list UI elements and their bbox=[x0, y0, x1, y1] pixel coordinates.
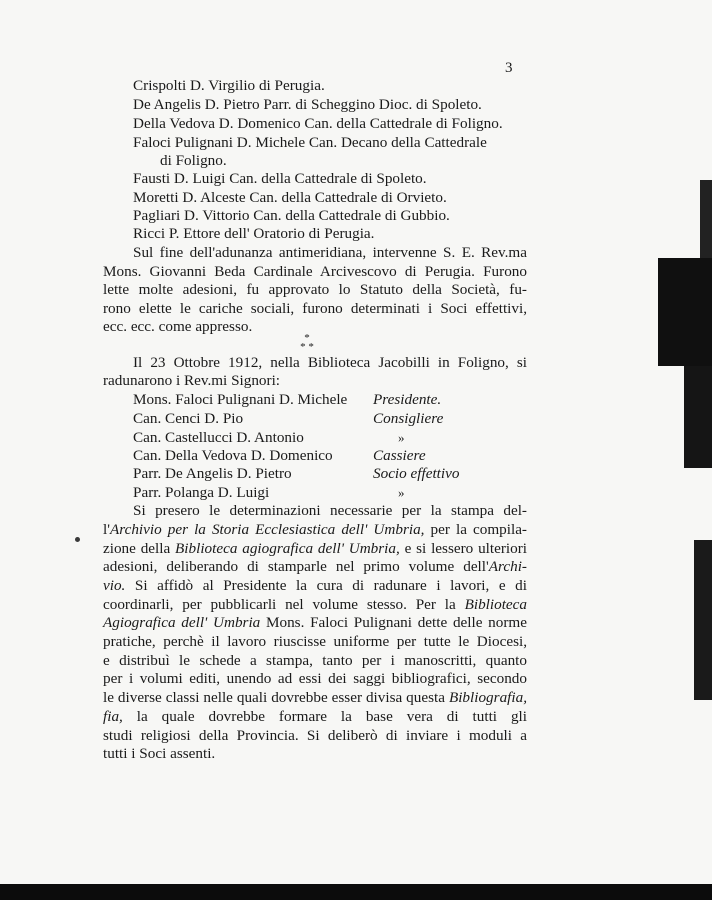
journal-title: Archi- bbox=[488, 558, 527, 575]
paragraph-line bbox=[103, 577, 527, 595]
text-run: coordinarli, per pubblicarli nel volume stesso. Per la bbox=[103, 596, 465, 613]
paragraph-line: e distribuì le schede a stampa, tanto per i manoscritti, quanto bbox=[103, 652, 527, 669]
attendee-role: » bbox=[398, 485, 405, 500]
attendee-role: Cassiere bbox=[373, 447, 426, 464]
attendee-name: Parr. Polanga D. Luigi bbox=[133, 484, 270, 501]
paragraph-line: Mons. Giovanni Beda Cardinale Arcivescovo di Perugia. Furono bbox=[103, 263, 527, 280]
member-line: Faloci Pulignani D. Michele Can. Decano della Cattedrale bbox=[133, 134, 487, 151]
text-run: zione della bbox=[103, 540, 176, 557]
paragraph-line: Si presero le determinazioni necessarie per la stampa del- bbox=[133, 502, 527, 519]
paragraph-line: Sul fine dell'adunanza antimeridiana, intervenne S. E. Rev.ma bbox=[133, 244, 527, 261]
paragraph-line: radunarono i Rev.mi Signori: bbox=[103, 372, 281, 389]
member-line: Pagliari D. Vittorio Can. della Cattedrale di Gubbio. bbox=[133, 207, 450, 224]
work-title: Agiografica dell' Umbria bbox=[103, 614, 261, 631]
margin-dot bbox=[75, 537, 80, 542]
text-run: Si affidò al Presidente la cura di radunare i lavori, e di bbox=[125, 577, 527, 594]
member-line: Moretti D. Alceste Can. della Cattedrale di Orvieto. bbox=[133, 189, 447, 206]
paragraph-line bbox=[103, 614, 527, 632]
text-run: le diverse classi nelle quali dovrebbe esser divisa questa bbox=[103, 689, 449, 706]
attendee-name: Can. Cenci D. Pio bbox=[133, 410, 244, 427]
member-line: Ricci P. Ettore dell' Oratorio di Perugia. bbox=[133, 225, 375, 242]
asterism: * * * bbox=[300, 332, 314, 353]
paragraph-line bbox=[103, 708, 527, 726]
text-run: l' bbox=[103, 521, 110, 538]
text-run: adesioni, deliberando di stamparle nel primo volume dell' bbox=[103, 558, 489, 575]
paragraph-line bbox=[103, 540, 527, 558]
work-title: Biblioteca agiografica dell' Umbria, bbox=[175, 540, 400, 557]
paragraph-line bbox=[103, 689, 527, 707]
attendee-role: Socio effettivo bbox=[373, 465, 460, 482]
attendee-role: Presidente. bbox=[373, 391, 442, 408]
work-title: Biblioteca bbox=[464, 596, 527, 613]
text-run: per la compila- bbox=[424, 521, 527, 538]
attendee-name: Can. Castellucci D. Antonio bbox=[133, 429, 304, 446]
text-run: e si lessero ulteriori bbox=[399, 540, 527, 557]
page-number: 3 bbox=[505, 60, 513, 76]
scan-edge-shadow bbox=[684, 366, 712, 468]
text-run: Mons. Faloci Pulignani dette delle norme bbox=[260, 614, 527, 631]
scan-edge-shadow bbox=[658, 258, 712, 366]
paragraph-line bbox=[103, 558, 527, 576]
member-line: di Foligno. bbox=[160, 152, 227, 169]
paragraph-line: pratiche, perchè il lavoro riuscisse uniforme per tutte le Diocesi, bbox=[103, 633, 527, 650]
paragraph-line: tutti i Soci assenti. bbox=[103, 745, 216, 762]
member-line: De Angelis D. Pietro Parr. di Scheggino Dioc. di Spoleto. bbox=[133, 96, 482, 113]
member-line: Crispolti D. Virgilio di Perugia. bbox=[133, 77, 325, 94]
attendee-name: Parr. De Angelis D. Pietro bbox=[133, 465, 292, 482]
paragraph-line: studi religiosi della Provincia. Si deliberò di inviare i moduli a bbox=[103, 727, 527, 744]
member-line: Fausti D. Luigi Can. della Cattedrale di Spoleto. bbox=[133, 170, 427, 187]
attendee-role: Consigliere bbox=[373, 410, 444, 427]
attendee-role: » bbox=[398, 430, 405, 445]
journal-title: Archivio per la Storia Ecclesiastica dell' Umbria, bbox=[109, 521, 425, 538]
paragraph-line: per i volumi editi, unendo ad essi dei saggi bibliografici, secondo bbox=[103, 670, 527, 687]
paragraph-line: lette molte adesioni, fu approvato lo Statuto della Società, fu- bbox=[103, 281, 527, 298]
work-title: fia, bbox=[103, 708, 123, 725]
paragraph-line: ecc. ecc. come appresso. bbox=[103, 318, 253, 335]
paragraph-line: Il 23 Ottobre 1912, nella Biblioteca Jacobilli in Foligno, si bbox=[133, 354, 527, 371]
attendee-name: Mons. Faloci Pulignani D. Michele bbox=[133, 391, 348, 408]
text-run: la quale dovrebbe formare la base vera di tutti gli bbox=[122, 708, 527, 725]
member-line: Della Vedova D. Domenico Can. della Cattedrale di Foligno. bbox=[133, 115, 503, 132]
paragraph-line bbox=[103, 521, 527, 539]
scan-edge-shadow bbox=[694, 540, 712, 700]
work-title: Bibliografia, bbox=[448, 689, 527, 706]
paragraph-line: rono elette le cariche sociali, furono determinati i Soci effettivi, bbox=[103, 300, 527, 317]
scan-bottom-edge bbox=[0, 884, 712, 900]
scan-edge-shadow bbox=[700, 180, 712, 258]
paragraph-line bbox=[103, 596, 527, 614]
attendee-name: Can. Della Vedova D. Domenico bbox=[133, 447, 333, 464]
journal-title: vio. bbox=[103, 577, 126, 594]
